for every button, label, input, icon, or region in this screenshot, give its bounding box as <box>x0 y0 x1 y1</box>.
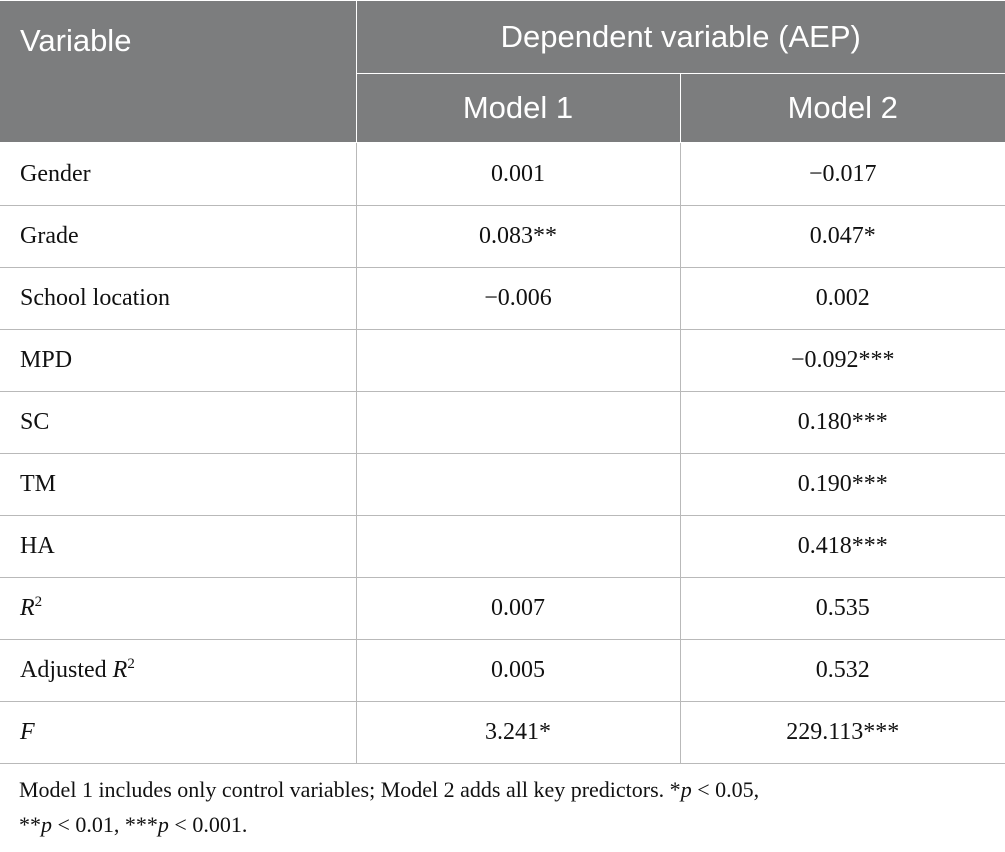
p-symbol: p <box>41 812 52 837</box>
model-1-value <box>356 516 680 578</box>
f-symbol: F <box>20 719 35 745</box>
header-model-1: Model 1 <box>356 74 680 143</box>
row-label: SC <box>0 392 356 454</box>
model-1-value <box>356 392 680 454</box>
model-2-value: 229.113*** <box>680 702 1005 764</box>
model-1-value: 0.005 <box>356 640 680 702</box>
model-2-value: 0.047* <box>680 206 1005 268</box>
row-label <box>0 578 356 640</box>
table-row <box>0 330 1005 392</box>
model-2-value: 0.002 <box>680 268 1005 330</box>
model-2-value: 0.190*** <box>680 454 1005 516</box>
model-2-value: 0.418*** <box>680 516 1005 578</box>
superscript: 2 <box>34 594 43 610</box>
table-row-r-squared <box>0 578 1005 640</box>
table-row <box>0 268 1005 330</box>
p-symbol: p <box>680 777 692 802</box>
table-row <box>0 143 1005 206</box>
model-2-value: 0.180*** <box>680 392 1005 454</box>
row-label: School location <box>0 268 356 330</box>
header-model-2: Model 2 <box>680 74 1005 143</box>
row-label: MPD <box>0 330 356 392</box>
model-1-value: −0.006 <box>356 268 680 330</box>
row-label: TM <box>0 454 356 516</box>
row-label: Gender <box>0 143 356 206</box>
table-row <box>0 206 1005 268</box>
superscript: 2 <box>127 656 135 672</box>
footnote-text: ** <box>19 812 41 837</box>
table-row-f-statistic <box>0 702 1005 764</box>
model-1-value: 0.007 <box>356 578 680 640</box>
table-row-adjusted-r-squared <box>0 640 1005 702</box>
table-row <box>0 392 1005 454</box>
r-symbol: R <box>112 657 128 683</box>
row-label: HA <box>0 516 356 578</box>
model-1-value <box>356 330 680 392</box>
model-1-value: 0.083** <box>356 206 680 268</box>
footnote-line-1 <box>19 772 989 807</box>
table-header <box>0 1 1005 143</box>
table-row <box>0 516 1005 578</box>
r-symbol: R <box>20 595 35 621</box>
model-2-value: −0.017 <box>680 143 1005 206</box>
model-1-value: 0.001 <box>356 143 680 206</box>
model-2-value: 0.532 <box>680 640 1005 702</box>
p-symbol: p <box>157 812 169 837</box>
row-label <box>0 702 356 764</box>
model-2-value: 0.535 <box>680 578 1005 640</box>
table-row <box>0 454 1005 516</box>
footnote-line-2 <box>19 807 989 842</box>
row-label <box>0 640 356 702</box>
footnote-text: Model 1 includes only control variables; Model 2 adds all key predictors. * <box>19 777 681 802</box>
header-dependent-variable: Dependent variable (AEP) <box>356 1 1005 74</box>
footnote-text: < 0.05, <box>691 777 760 802</box>
adjusted-prefix: Adjusted <box>20 657 113 683</box>
model-1-value <box>356 454 680 516</box>
footnote-text: < 0.001. <box>168 812 248 837</box>
table-footnote <box>19 772 989 842</box>
row-label: Grade <box>0 206 356 268</box>
model-1-value: 3.241* <box>356 702 680 764</box>
footnote-text: < 0.01, *** <box>52 812 158 837</box>
table-body <box>0 143 1005 764</box>
header-variable: Variable <box>0 1 356 143</box>
model-2-value: −0.092*** <box>680 330 1005 392</box>
